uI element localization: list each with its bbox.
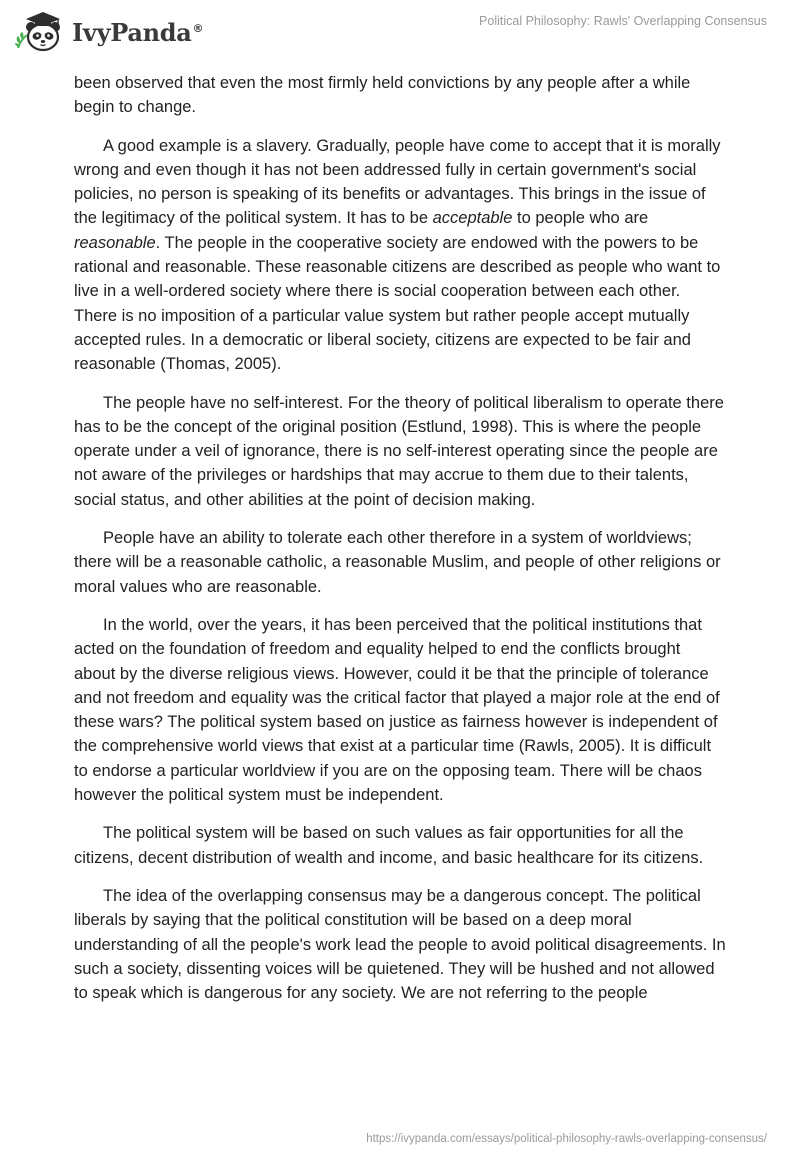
emphasis-reasonable: reasonable bbox=[74, 233, 156, 252]
registered-mark: ® bbox=[192, 21, 204, 35]
essay-body bbox=[74, 71, 726, 1019]
paragraph-tolerance: People have an ability to tolerate each other therefore in a system of worldviews; there will be a reasonable catholic, a reasonable Muslim, and people of other religions or moral values who are reasonable. bbox=[74, 529, 721, 596]
logo-wordmark bbox=[72, 18, 203, 47]
paragraph-self-interest: The people have no self-interest. For the theory of political liberalism to operate there has to be the concept of the original position (Estlund, 1998). This is where the people operate under a veil of ignorance, there is no self-interest operating since the people are not aware of the privileges or hardships that may accrue to them due to their talents, social status, and other abilities at the point of decision making. bbox=[74, 393, 724, 509]
paragraph-continuation: been observed that even the most firmly held convictions by any people after a while begin to change. bbox=[74, 74, 691, 117]
panda-graduation-cap-icon bbox=[14, 8, 66, 54]
logo-wordmark-text: IvyPanda bbox=[72, 17, 192, 47]
paragraph-overlapping-consensus: The idea of the overlapping consensus may be a dangerous concept. The political liberals by saying that the political constitution will be based on a deep moral understanding of all the people's work lead the people to avoid political disagreements. In such a society, dissenting voices will be quietened. They will be hushed and not allowed to speak which is dangerous for any society. We are not referring to the people bbox=[74, 886, 726, 1003]
document-title: Political Philosophy: Rawls' Overlapping Consensus bbox=[479, 14, 767, 28]
page-header bbox=[0, 0, 800, 60]
ivypanda-logo[interactable] bbox=[14, 8, 203, 54]
emphasis-acceptable: acceptable bbox=[432, 209, 513, 228]
source-url[interactable]: https://ivypanda.com/essays/political-philosophy-rawls-overlapping-consensus/ bbox=[366, 1133, 767, 1145]
paragraph-slavery-example bbox=[74, 134, 726, 377]
paragraph-political-institutions: In the world, over the years, it has been perceived that the political institutions that acted on the foundation of freedom and equality helped to end the conflicts brought about by the diverse religious views. However, could it be that the principle of tolerance and not freedom and equality was the critical factor that played a major role at the end of these wars? The political system based on justice as fairness however is independent of the comprehensive world views that exist at a particular time (Rawls, 2005). It is difficult to endorse a particular worldview if you are on the opposing team. There will be chaos however the political system must be independent. bbox=[74, 615, 720, 805]
paragraph-political-values: The political system will be based on such values as fair opportunities for all the citizens, decent distribution of wealth and income, and basic healthcare for its citizens. bbox=[74, 824, 704, 867]
paragraph-text: A good example is a slavery. Gradually, people have come to accept that it is morally wrong and even though it has not been addressed fully in certain government's social policies, no person is speaking of its benefits or advantages. This brings in the issue of the legitimacy of the political system. It has to be bbox=[74, 136, 721, 228]
paragraph-text: . The people in the cooperative society are endowed with the powers to be rational and reasonable. These reasonable citizens are described as people who want to live in a well-ordered society where there is social cooperation between each other. There is no imposition of a particular value system but rather people accept mutually accepted rules. In a democratic or liberal society, citizens are expected to be fair and reasonable (Thomas, 2005). bbox=[74, 233, 721, 374]
paragraph-text: to people who are bbox=[512, 209, 649, 228]
